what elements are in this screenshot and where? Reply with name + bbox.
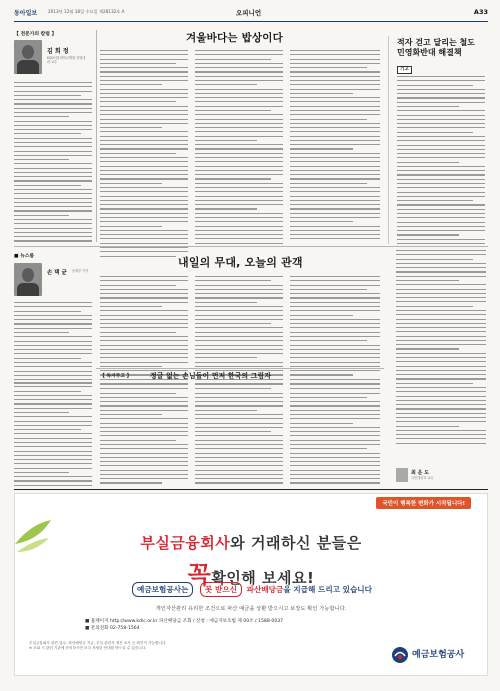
column-label: 【 전문가의 칼럼 】 (14, 32, 57, 37)
columnist-name: 최 운 도 (411, 470, 429, 476)
newsroom-body-col1-cont (14, 382, 92, 498)
contribution-column (388, 36, 489, 244)
contribution-body-cont (396, 250, 486, 447)
columnist-photo (396, 468, 408, 482)
reader-body-col1 (100, 384, 188, 487)
ad-phone-line[interactable]: ■ 문의전화 02-758-1564 (85, 626, 140, 631)
newsroom-label: ■ 뉴스룸 (14, 254, 35, 259)
contribution-headline: 적자 걷고 달리는 철도 민영화반대 해결책 (397, 38, 475, 57)
ad-top-banner-text: 국민이 행복한 변화가 시작됩니다! (376, 497, 471, 509)
contribution-tag: 기고 (397, 66, 412, 74)
main-body-col3 (290, 50, 380, 243)
author-photo (14, 40, 42, 74)
main-body-col2 (195, 50, 283, 247)
reporter-affiliation: 문화부 기자 (72, 269, 89, 273)
kdic-logo-icon (391, 646, 409, 664)
reader-body-col3 (290, 384, 380, 487)
contribution-body (397, 76, 485, 247)
reader-body-col2 (195, 384, 283, 487)
newsroom-headline: 내일의 무대, 오늘의 관객 (178, 256, 303, 269)
newsroom-marker-icon: ■ (14, 254, 21, 259)
main-headline: 겨울바다는 밥상이다 (186, 32, 283, 44)
ad-notes: 부실금융회사 관련 업무: 파산배당금 지급, 부실 관련자 재산 조사 등 확인이 가능합니다. ※ 조회 시 관련 기관에 문의하시면 보다 자세한 안내를 받으실 수 있습니다. (29, 641, 167, 650)
page-number: A33 (473, 8, 488, 16)
reporter-photo (14, 263, 42, 296)
page-header (14, 8, 488, 22)
ad-subheadline: 예금보험공사는 못 받으신 파산배당금을 지급해 드리고 있습니다 (15, 582, 487, 597)
reader-column-label: 【 독자투고 】 (100, 374, 132, 379)
newspaper-brand: 동아일보 (14, 10, 38, 17)
author-affiliation: KSD서울대학교병원 감염내과 교수 (47, 56, 86, 64)
newsroom-body-col1 (14, 302, 92, 388)
advertisement-kdic[interactable] (14, 493, 488, 676)
section-title: 오피니언 (236, 9, 262, 17)
author-name: 김 희 정 (47, 48, 69, 55)
main-body-col1 (100, 50, 188, 260)
ad-contact-info[interactable] (85, 618, 283, 632)
issue-date: 2013년 12월 18일 수요일 제28132호 A (48, 9, 125, 14)
ad-homepage-line[interactable]: ■ 홈페이지 http://www.kdic.or.kr 파산배당금 조회 / 신청 : 예금자보호법 제 00조 / 1588-0037 (85, 619, 284, 624)
kdic-logo[interactable] (391, 644, 467, 666)
ad-top-banner (15, 494, 487, 514)
columnist-affiliation: 국민대학교 교수 (411, 476, 434, 480)
reader-column-headline: 정글 없는 손님들이 먼저 한국의 그림자 (150, 372, 272, 380)
kdic-logo-text: 예금보험공사 (412, 650, 465, 660)
column1-body-text (14, 82, 92, 245)
ad-detail-line: 개인자산관리 유리한 조건으로 파산 예금을 상환 받으시고 보장도 확인 가능합니다. (155, 606, 347, 612)
reporter-name: 손 택 균 (47, 270, 67, 276)
newsroom-body-col4 (290, 276, 380, 387)
ad-main-headline: 부실금융회사와 거래하신 분들은 꼭확인해 보세요! (140, 534, 362, 589)
